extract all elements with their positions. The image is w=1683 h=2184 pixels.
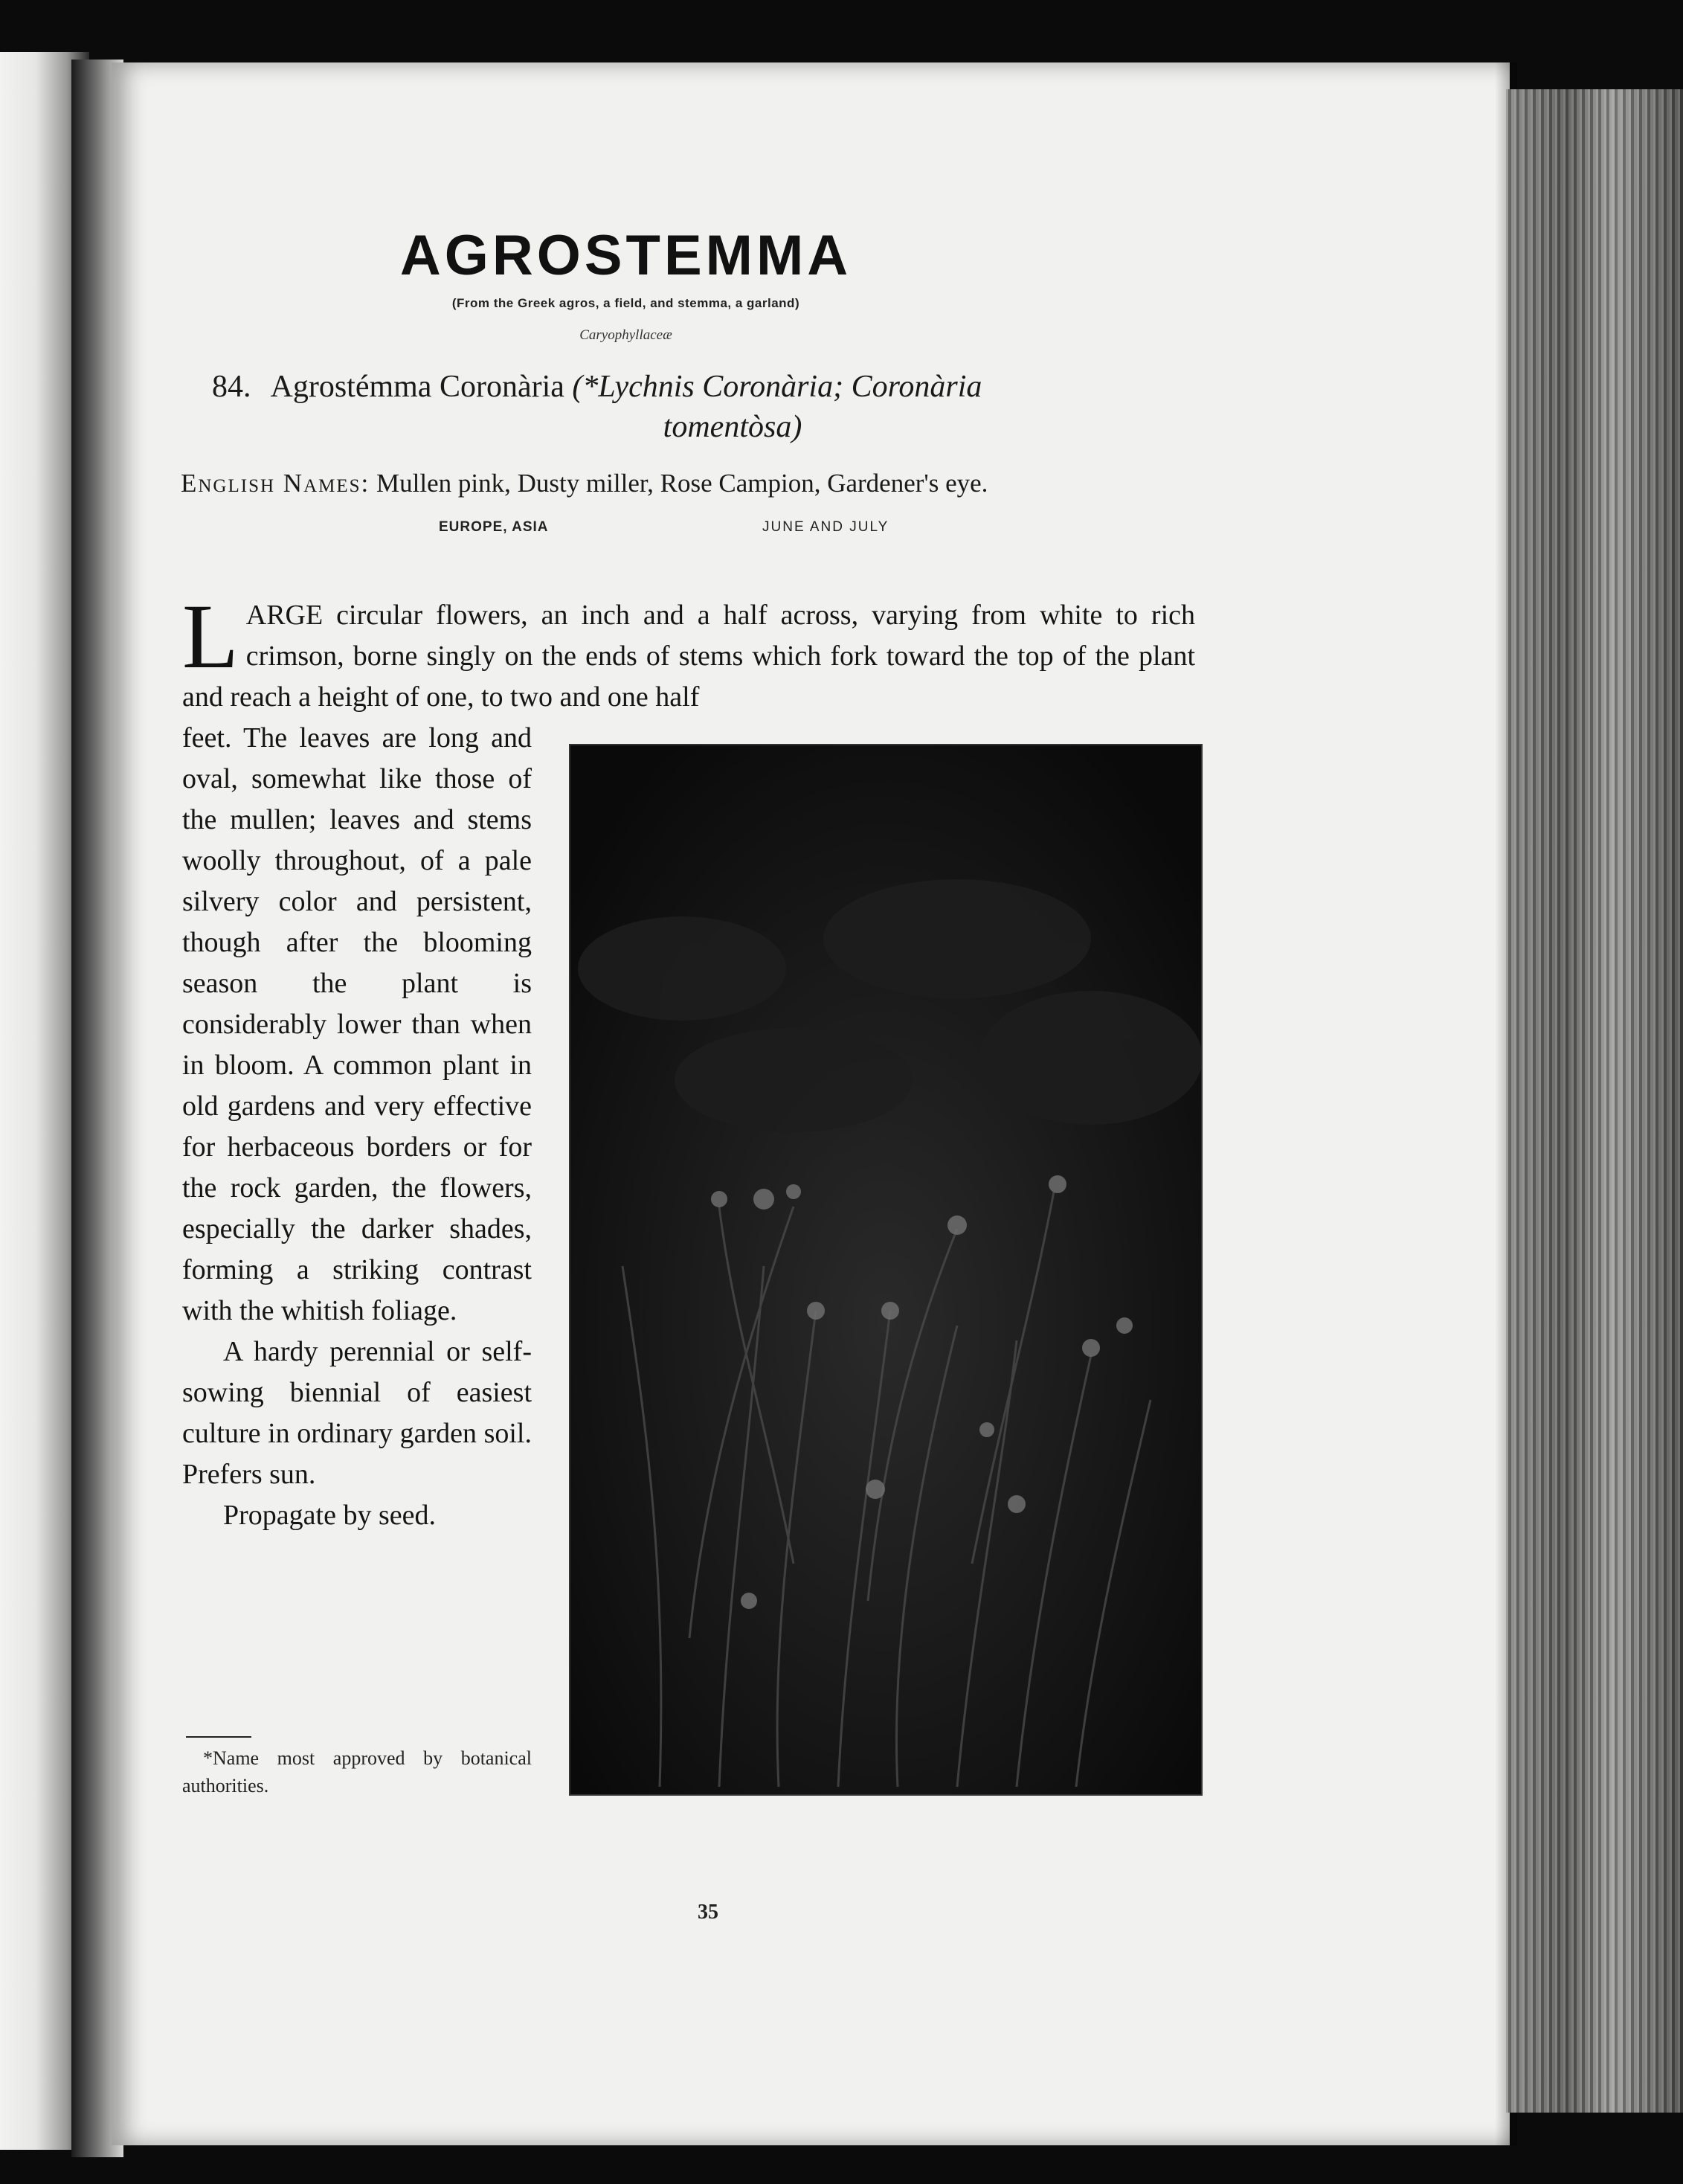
species-synonyms: (*Lychnis Coronària; Coronària — [572, 370, 982, 404]
opening-text: ARGE circular flowers, an inch and a half across, varying from white to rich crimson, borne singly on the ends of stems which fork toward the top of the plant and reach a height of one, to two and one half — [182, 600, 1195, 713]
paragraph-culture: A hardy perennial or self-sowing biennial of easiest culture in ordinary garden soil. Prefers sun. — [182, 1336, 532, 1490]
page-number: 35 — [698, 1901, 718, 1924]
drop-cap: L — [182, 585, 239, 687]
species-synonyms-cont: tomentòsa) — [663, 410, 802, 444]
footnote-text: *Name most approved by botanical authorities. — [182, 1747, 532, 1796]
paragraph-propagation: Propagate by seed. — [223, 1500, 436, 1531]
body-column — [182, 718, 532, 1536]
common-names — [181, 469, 1207, 498]
species-name: Agrostémma Coronària — [270, 370, 564, 404]
common-names-value: Mullen pink, Dusty miller, Rose Campion, Gardener's eye. — [376, 469, 988, 498]
species-number: 84. — [212, 370, 251, 404]
footnote-rule — [186, 1736, 251, 1738]
paragraph-description: feet. The leaves are long and oval, somewhat like those of the mullen; leaves and stems woolly throughout, of a pale silvery color and persistent, though after the blooming season the plant is considerably lower than when in bloom. A common plant in old gardens and very effective for herbaceous borders or for the rock garden, the flowers, especially the darker shades, forming a striking contrast with the whitish foliage. — [182, 722, 532, 1326]
body-opening — [182, 585, 1195, 718]
page-title: AGROSTEMMA — [399, 224, 852, 287]
plant-family: Caryophyllaceæ — [579, 327, 672, 343]
bloom-season: JUNE AND JULY — [762, 519, 889, 535]
plant-photograph — [569, 744, 1203, 1796]
footnote — [182, 1744, 532, 1799]
common-names-label: English Names: — [181, 469, 370, 498]
native-region: EUROPE, ASIA — [439, 519, 549, 535]
photo-rendering — [570, 745, 1201, 1794]
species-heading — [212, 367, 1209, 447]
etymology-note: (From the Greek agros, a field, and stemma, a garland) — [451, 296, 800, 310]
page-block-edges — [1506, 89, 1683, 2113]
